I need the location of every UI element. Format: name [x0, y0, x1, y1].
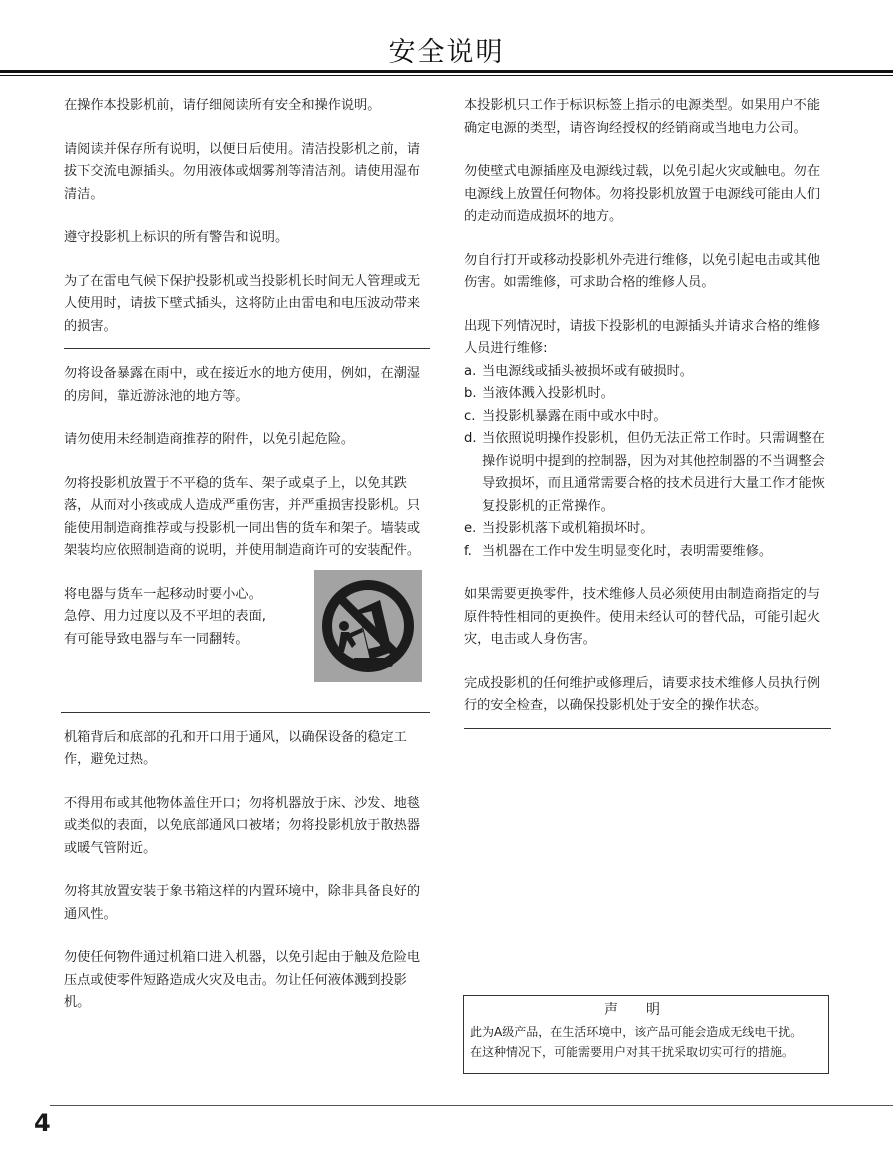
cart-tip-over-warning-icon — [314, 570, 422, 682]
section-divider — [64, 348, 430, 349]
list-item — [464, 361, 831, 384]
list-item — [464, 428, 831, 518]
title-rule-thin — [0, 75, 893, 76]
list-text: 当液体溅入投影机时。 — [482, 386, 614, 401]
paragraph: 勿使壁式电源插座及电源线过载，以免引起火灾或触电。勿在电源线上放置任何物体。勿将投影机放置于电源线可能由人们的走动而造成损坏的地方。 — [464, 164, 821, 224]
list-marker: b. — [464, 386, 477, 401]
title-rule-thick — [0, 70, 893, 73]
right-column — [464, 95, 831, 743]
paragraph: 勿将其放置安装于象书箱这样的内置环境中，除非具备良好的通风性。 — [64, 884, 421, 922]
notice-line: 此为A级产品，在生活环境中，该产品可能会造成无线电干扰。 — [470, 1025, 803, 1039]
paragraph: 勿将设备暴露在雨中，或在接近水的地方使用，例如，在潮湿的房间，靠近游泳池的地方等。 — [64, 366, 421, 404]
paragraph: 机箱背后和底部的孔和开口用于通风，以确保设备的稳定工作，避免过热。 — [64, 729, 407, 767]
notice-box — [463, 995, 829, 1074]
list-marker: e. — [464, 521, 477, 536]
list-text: 当电源线或插头被损坏或有破损时。 — [482, 363, 693, 379]
cart-warning-line: 急停、用力过度以及不平坦的表面, — [64, 609, 267, 624]
list-text: 当投影机落下或机箱损坏时。 — [482, 521, 654, 536]
list-item — [464, 541, 831, 564]
list-item — [464, 383, 831, 406]
list-text: 当依照说明操作投影机，但仍无法正常工作时。只需调整在操作说明中提到的控制器，因为对其他控制器的不当调整会导致损坏，而且通常需要合格的技术员进行大量工作才能恢复投影机的正常操作。 — [482, 431, 825, 514]
paragraph: 为了在雷电气候下保护投影机或当投影机长时间无人管理或无人使用时，请拔下壁式插头，这将防止由雷电和电压波动带来的损害。 — [64, 273, 421, 334]
cart-warning-line: 将电器与货车一起移动时要小心。 — [64, 586, 262, 602]
footer-rule — [50, 1105, 893, 1106]
service-conditions-list — [464, 361, 831, 564]
cart-warning-line: 有可能导致电器与车一同翻转。 — [64, 631, 249, 647]
list-item — [464, 406, 831, 429]
paragraph: 不得用布或其他物体盖住开口；勿将机器放于床、沙发、地毯或类似的表面，以免底部通风口被堵；勿将投影机放于散热器或暖气管附近。 — [64, 795, 421, 856]
paragraph: 完成投影机的任何维护或修理后，请要求技术维修人员执行例行的安全检查，以确保投影机处于安全的操作状态。 — [464, 675, 821, 713]
page-number: 4 — [34, 1109, 51, 1137]
paragraph: 勿使任何物件通过机箱口进入机器，以免引起由于触及危险电压点或使零件短路造成火灾及电击。勿让任何液体溅到投影机。 — [64, 950, 421, 1010]
notice-heading: 声明 — [604, 1002, 688, 1018]
list-marker: f. — [464, 543, 472, 559]
cart-warning-block — [64, 584, 430, 688]
list-item — [464, 518, 831, 541]
paragraph: 请勿使用未经制造商推荐的附件，以免引起危险。 — [64, 432, 355, 447]
paragraph: 出现下列情况时，请拔下投影机的电源插头并请求合格的维修人员进行维修: — [464, 318, 821, 356]
list-text: 当机器在工作中发生明显变化时，表明需要维修。 — [482, 543, 773, 559]
paragraph: 本投影机只工作于标识标签上指示的电源类型。如果用户不能确定电源的类型，请咨询经授权的经销商或当地电力公司。 — [464, 98, 821, 136]
paragraph: 在操作本投影机前，请仔细阅读所有安全和操作说明。 — [64, 98, 381, 113]
paragraph: 勿将投影机放置于不平稳的货车、架子或桌子上，以免其跌落，从而对小孩或成人造成严重伤害，并严重损害投影机。只能使用制造商推荐或与投影机一同出售的货车和架子。墙装或架装均应依照制造商的说明，并使用制造商许可的安装配件。 — [64, 475, 421, 558]
section-divider — [61, 712, 430, 713]
paragraph: 如果需要更换零件，技术维修人员必须使用由制造商指定的与原件特性相同的更换件。使用未经认可的替代品，可能引起火灾，电击或人身伤害。 — [464, 587, 821, 647]
paragraph: 勿自行打开或移动投影机外壳进行维修，以免引起电击或其他伤害。如需维修，可求助合格的维修人员。 — [464, 252, 821, 290]
paragraph: 请阅读并保存所有说明，以便日后使用。清洁投影机之前，请拔下交流电源插头。勿用液体或烟雾剂等清洁剂。请使用湿布清洁。 — [64, 141, 421, 202]
paragraph: 遵守投影机上标识的所有警告和说明。 — [64, 230, 289, 245]
list-marker: a. — [464, 363, 477, 379]
page-title: 安全说明 — [388, 37, 505, 68]
cart-warning-text — [64, 584, 304, 652]
section-divider — [464, 728, 831, 729]
left-column — [64, 95, 430, 1036]
list-text: 当投影机暴露在雨中或水中时。 — [482, 408, 667, 424]
list-marker: d. — [464, 431, 477, 446]
list-marker: c. — [464, 408, 476, 424]
notice-line: 在这种情况下，可能需要用户对其干扰采取切实可行的措施。 — [470, 1045, 795, 1059]
